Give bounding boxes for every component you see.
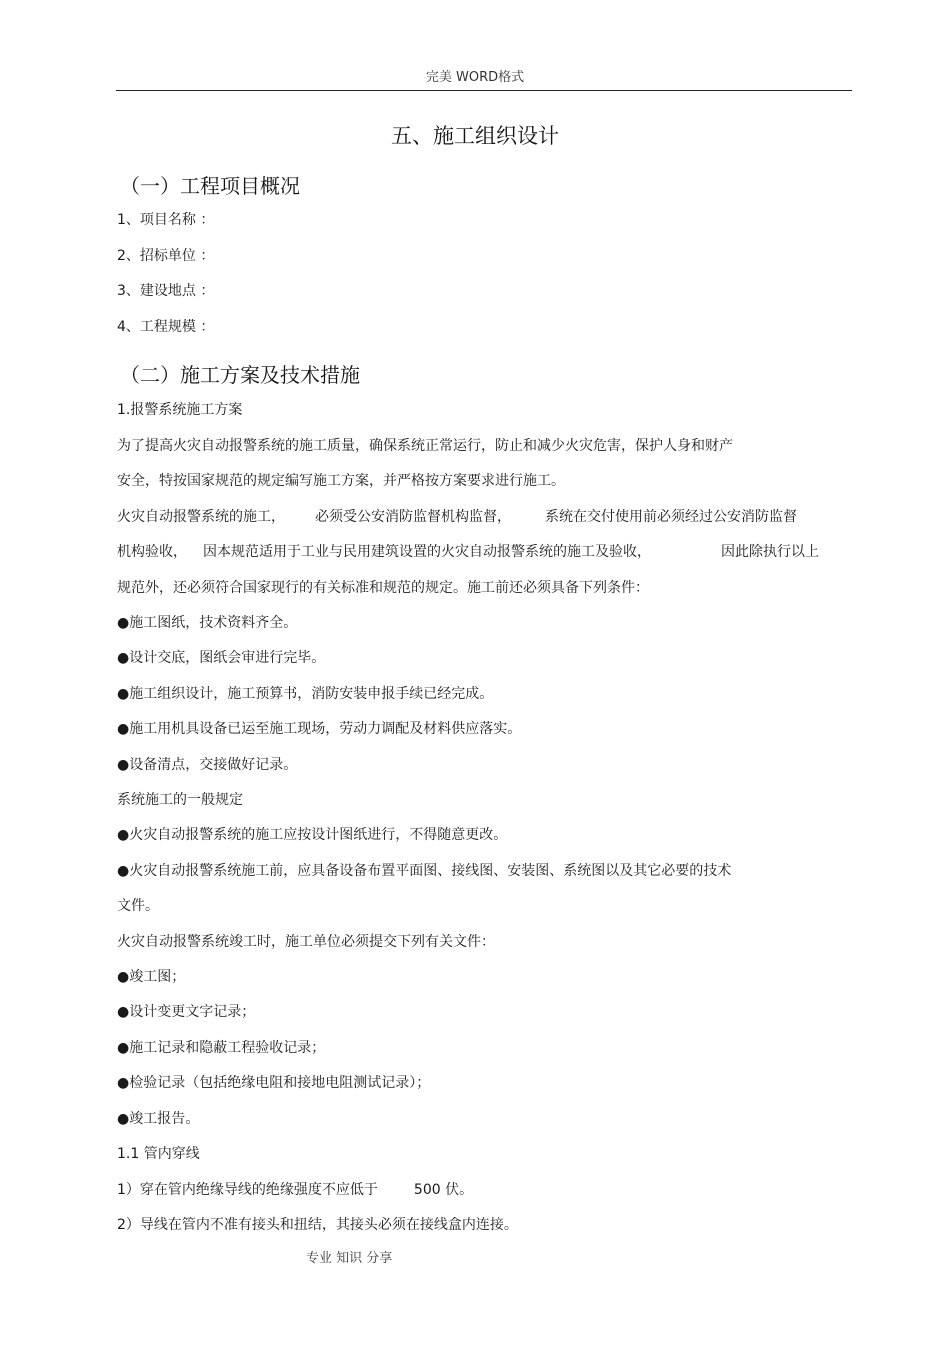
page-header: 完美 WORD格式 bbox=[425, 70, 525, 85]
rule-item: ●火灾自动报警系统的施工应按设计图纸进行，不得随意更改。 bbox=[117, 827, 508, 843]
condition-item: ●施工图纸，技术资料齐全。 bbox=[117, 615, 298, 631]
paragraph-segment: 因此除执行以上 bbox=[721, 544, 819, 560]
document-title: 五、施工组织设计 bbox=[391, 124, 559, 148]
completion-doc-item: ●竣工图； bbox=[117, 969, 186, 985]
condition-item: ●设计交底，图纸会审进行完毕。 bbox=[117, 650, 326, 666]
overview-item-bidding-unit: 2、招标单位 ： bbox=[117, 248, 215, 264]
page-footer: 专业 知识 分享 bbox=[306, 1251, 393, 1266]
paragraph-line bbox=[117, 506, 797, 526]
numbered-item-text: 1）穿在管内绝缘导线的绝缘强度不应低于 bbox=[117, 1182, 378, 1198]
section-heading-construction-plan: （二）施工方案及技术措施 bbox=[120, 363, 360, 387]
condition-item: ●设备清点，交接做好记录。 bbox=[117, 757, 298, 773]
completion-doc-item: ●竣工报告。 bbox=[117, 1111, 200, 1127]
rule-item: ●火灾自动报警系统施工前，应具备设备布置平面图、接线图、安装图、系统图以及其它必要的技术 bbox=[117, 863, 732, 879]
subheading-alarm-plan: 1.报警系统施工方案 bbox=[117, 402, 243, 418]
paragraph-segment: 火灾自动报警系统的施工， bbox=[117, 509, 285, 525]
overview-item-location: 3、建设地点 ： bbox=[117, 283, 215, 299]
paragraph-line: 为了提高火灾自动报警系统的施工质量，确保系统正常运行，防止和减少火灾危害，保护人身和财产 bbox=[117, 438, 733, 454]
header-rule bbox=[116, 90, 852, 91]
condition-item: ●施工组织设计，施工预算书，消防安装申报手续已经完成。 bbox=[117, 686, 494, 702]
numbered-item bbox=[117, 1179, 473, 1199]
paragraph-segment: 必须受公安消防监督机构监督， bbox=[315, 509, 511, 525]
subheading-general-rules: 系统施工的一般规定 bbox=[117, 792, 243, 808]
paragraph-segment: 因本规范适用于工业与民用建筑设置的火灾自动报警系统的施工及验收， bbox=[203, 544, 651, 560]
completion-doc-item: ●施工记录和隐蔽工程验收记录； bbox=[117, 1040, 326, 1056]
paragraph-line: 安全，特按国家规范的规定编写施工方案，并严格按方案要求进行施工。 bbox=[117, 473, 565, 489]
paragraph-segment: 机构验收， bbox=[117, 544, 187, 560]
numbered-item: 2）导线在管内不准有接头和扭结，其接头必须在接线盒内连接。 bbox=[117, 1217, 518, 1233]
condition-item: ●施工用机具设备已运至施工现场，劳动力调配及材料供应落实。 bbox=[117, 721, 522, 737]
section-heading-overview: （一）工程项目概况 bbox=[120, 174, 300, 198]
subheading-conduit-wiring: 1.1 管内穿线 bbox=[117, 1146, 200, 1162]
paragraph-line: 规范外，还必须符合国家现行的有关标准和规范的规定。施工前还必须具备下列条件： bbox=[117, 580, 649, 596]
rule-item-continuation: 文件。 bbox=[117, 898, 159, 914]
overview-item-scale: 4、工程规模 ： bbox=[117, 319, 215, 335]
paragraph-segment: 系统在交付使用前必须经过公安消防监督 bbox=[545, 509, 797, 525]
paragraph-line bbox=[117, 541, 819, 561]
completion-doc-item: ●检验记录（包括绝缘电阻和接地电阻测试记录）； bbox=[117, 1075, 431, 1091]
numbered-item-value: 500 伏。 bbox=[413, 1182, 474, 1198]
completion-doc-item: ●设计变更文字记录； bbox=[117, 1004, 256, 1020]
overview-item-project-name: 1、项目名称 ： bbox=[117, 212, 215, 228]
completion-intro: 火灾自动报警系统竣工时，施工单位必须提交下列有关文件： bbox=[117, 934, 495, 950]
